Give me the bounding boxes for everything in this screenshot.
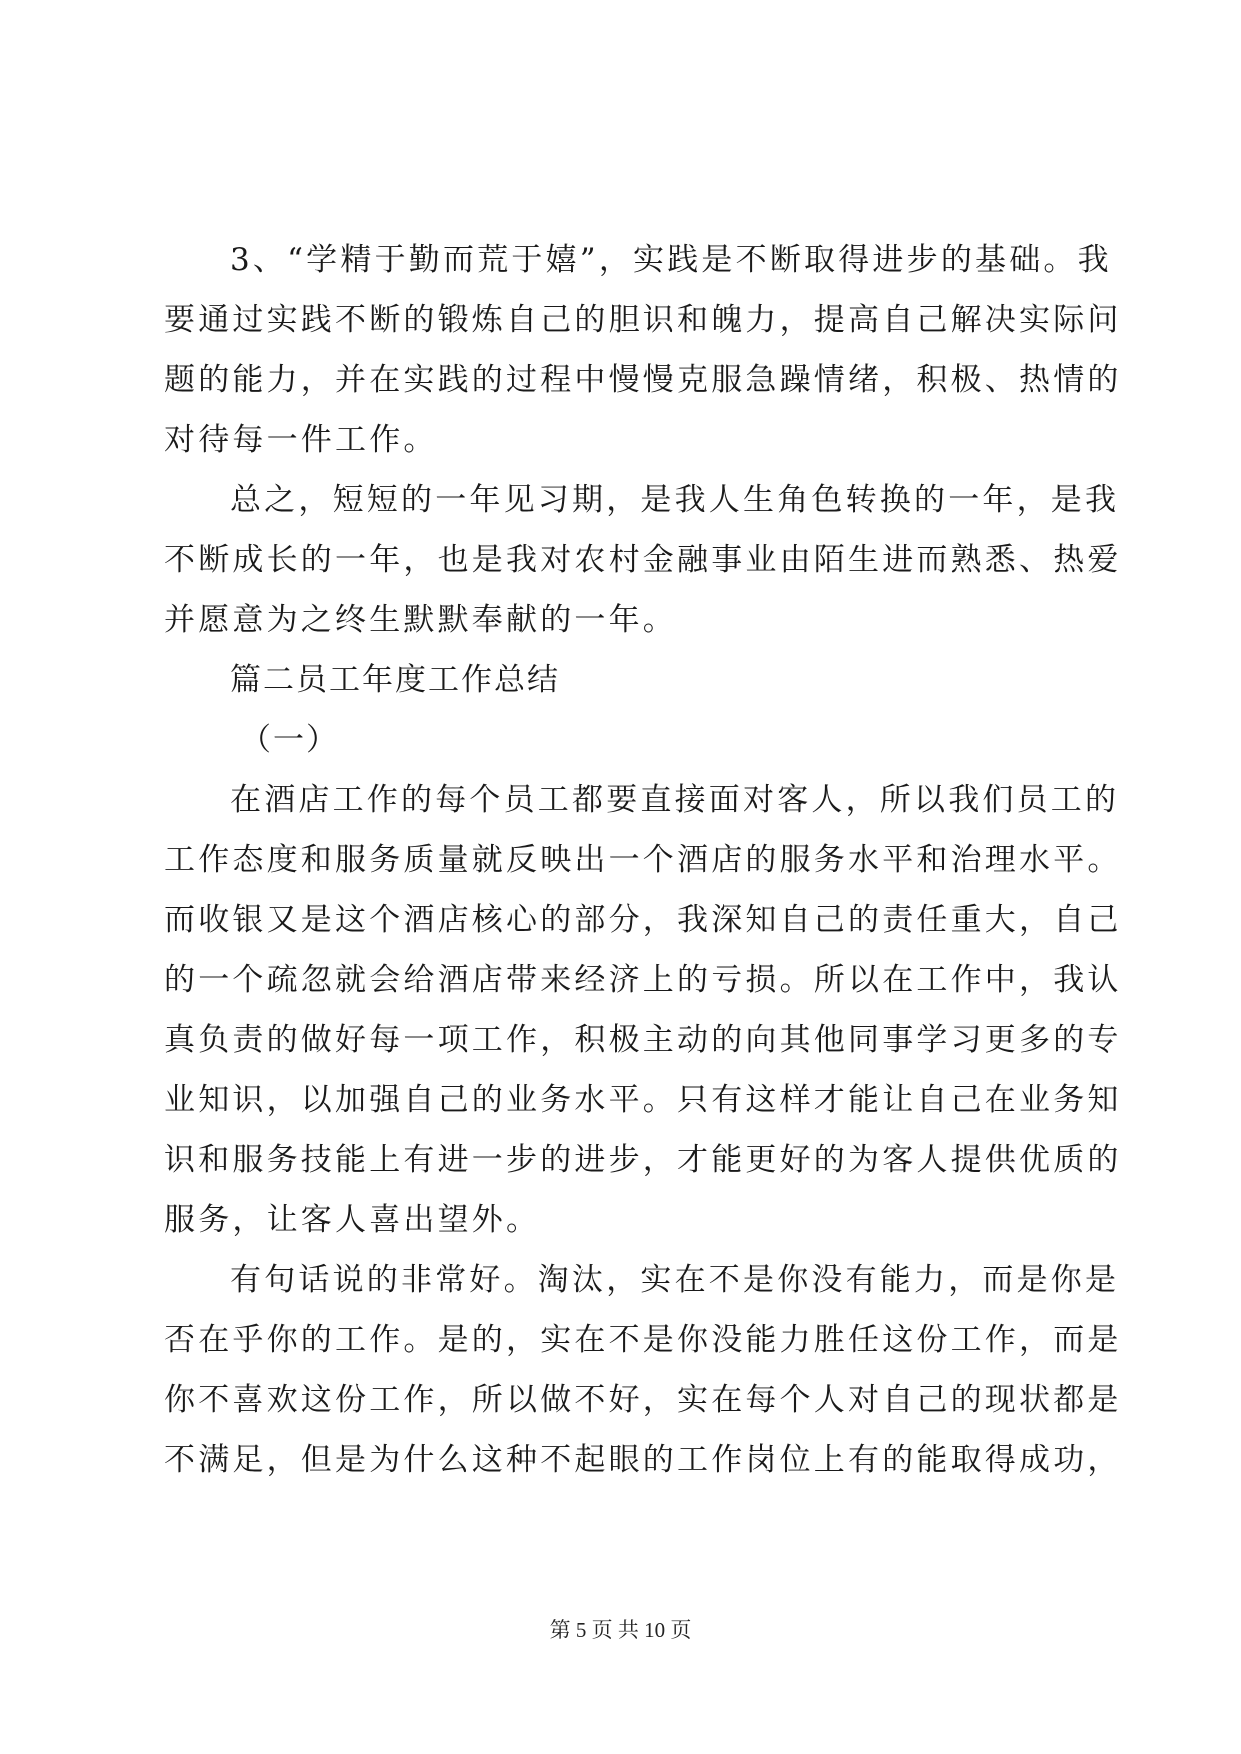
section-heading: 篇二员工年度工作总结 — [230, 662, 560, 698]
paragraph-line: 而收银又是这个酒店核心的部分，我深知自己的责任重大，自己 — [164, 902, 1122, 938]
paragraph-line: 业知识，以加强自己的业务水平。只有这样才能让自己在业务知 — [164, 1082, 1122, 1118]
paragraph-line: 真负责的做好每一项工作，积极主动的向其他同事学习更多的专 — [164, 1022, 1122, 1058]
paragraph-line: 不断成长的一年，也是我对农村金融事业由陌生进而熟悉、热爱 — [164, 542, 1122, 578]
body-text — [164, 230, 1122, 1490]
paragraph-line: 否在乎你的工作。是的，实在不是你没能力胜任这份工作，而是 — [164, 1322, 1122, 1358]
paragraph-line: 识和服务技能上有进一步的进步，才能更好的为客人提供优质的 — [164, 1142, 1122, 1178]
paragraph-line: 的一个疏忽就会给酒店带来经济上的亏损。所以在工作中，我认 — [164, 962, 1122, 998]
paragraph-line: 有句话说的非常好。淘汰，实在不是你没有能力，而是你是 — [230, 1262, 1120, 1298]
paragraph-line: 不满足，但是为什么这种不起眼的工作岗位上有的能取得成功， — [164, 1442, 1122, 1478]
paragraph-line: 在酒店工作的每个员工都要直接面对客人，所以我们员工的 — [230, 782, 1120, 818]
paragraph-line: 3、“学精于勤而荒于嬉”，实践是不断取得进步的基础。我 — [230, 242, 1112, 278]
subsection-heading: （一） — [240, 722, 339, 758]
paragraph-line: 工作态度和服务质量就反映出一个酒店的服务水平和治理水平。 — [164, 842, 1122, 878]
page-number-footer: 第 5 页 共 10 页 — [549, 1618, 692, 1642]
paragraph-line: 要通过实践不断的锻炼自己的胆识和魄力，提高自己解决实际问 — [164, 302, 1122, 338]
paragraph-line: 并愿意为之终生默默奉献的一年。 — [164, 602, 677, 638]
paragraph-line: 你不喜欢这份工作，所以做不好，实在每个人对自己的现状都是 — [164, 1382, 1122, 1418]
paragraph-line: 题的能力，并在实践的过程中慢慢克服急躁情绪，积极、热情的 — [164, 362, 1122, 398]
paragraph-line: 对待每一件工作。 — [164, 422, 438, 458]
paragraph-line: 总之，短短的一年见习期，是我人生角色转换的一年，是我 — [230, 482, 1120, 518]
paragraph-line: 服务，让客人喜出望外。 — [164, 1202, 541, 1238]
